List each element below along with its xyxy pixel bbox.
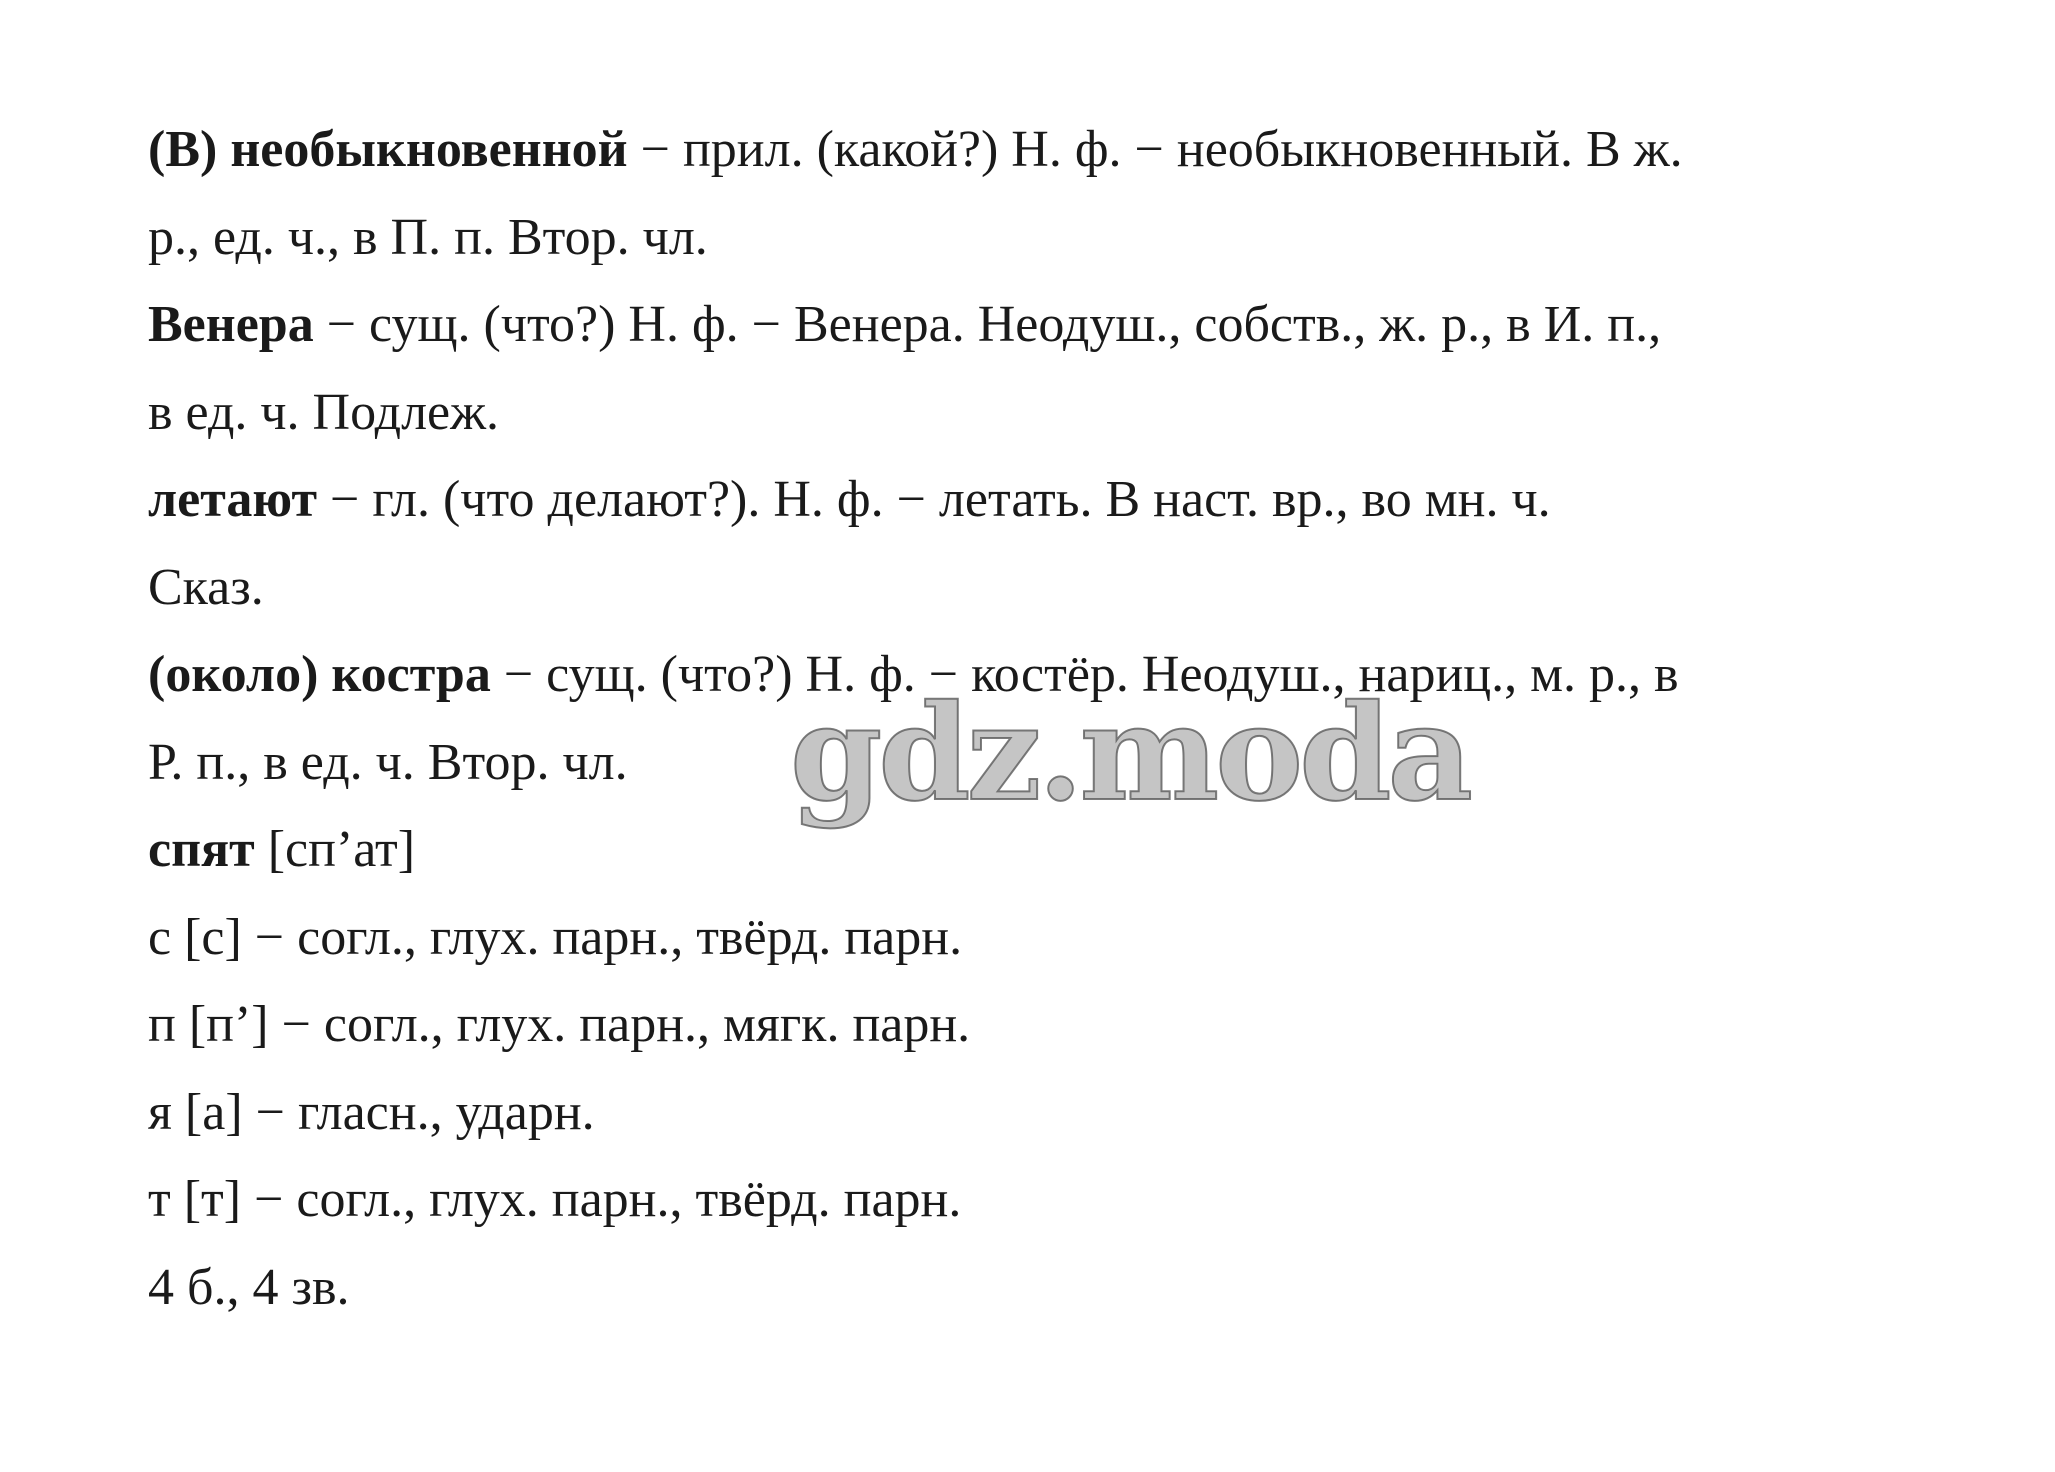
term-word: (около) костра bbox=[148, 646, 491, 703]
line-text: Сказ. bbox=[148, 558, 264, 616]
line-text: − сущ. (что?) Н. ф. − Венера. Неодуш., собств., ж. р., в И. п., bbox=[313, 296, 1662, 353]
line-text: − сущ. (что?) Н. ф. − костёр. Неодуш., нариц., м. р., в bbox=[490, 646, 1679, 703]
watermark-logo: gdz.moda bbox=[790, 676, 1470, 831]
term-word: летают bbox=[148, 471, 318, 528]
line-text: т [т] − согл., глух. парн., твёрд. парн. bbox=[148, 1171, 962, 1228]
text-line bbox=[148, 194, 1948, 282]
line-text: − прил. (какой?) Н. ф. − необыкновенный. В ж. bbox=[627, 121, 1683, 178]
text-line bbox=[148, 1156, 1948, 1244]
text-line bbox=[148, 106, 1948, 194]
text-line bbox=[148, 456, 1948, 544]
line-text: с [с] − согл., глух. парн., твёрд. парн. bbox=[148, 908, 963, 966]
line-text: в ед. ч. Подлеж. bbox=[148, 383, 500, 441]
term-word: (В) необыкновенной bbox=[148, 121, 628, 178]
term-word: Венера bbox=[148, 296, 314, 353]
text-line bbox=[148, 981, 1948, 1069]
line-text: − гл. (что делают?). Н. ф. − летать. В наст. вр., во мн. ч. bbox=[317, 471, 1551, 528]
line-text: я [а] − гласн., ударн. bbox=[148, 1083, 595, 1141]
text-line bbox=[148, 1069, 1948, 1157]
line-text: [сп’ат] bbox=[254, 821, 416, 878]
text-line bbox=[148, 369, 1948, 457]
text-line bbox=[148, 1244, 1948, 1332]
text-line bbox=[148, 894, 1948, 982]
text-line bbox=[148, 544, 1948, 632]
line-text: р., ед. ч., в П. п. Втор. чл. bbox=[148, 208, 708, 266]
line-text: Р. п., в ед. ч. Втор. чл. bbox=[148, 733, 628, 791]
line-text: 4 б., 4 зв. bbox=[148, 1258, 350, 1316]
text-line bbox=[148, 281, 1948, 369]
line-text: п [п’] − согл., глух. парн., мягк. парн. bbox=[148, 996, 971, 1053]
term-word: спят bbox=[148, 821, 255, 878]
